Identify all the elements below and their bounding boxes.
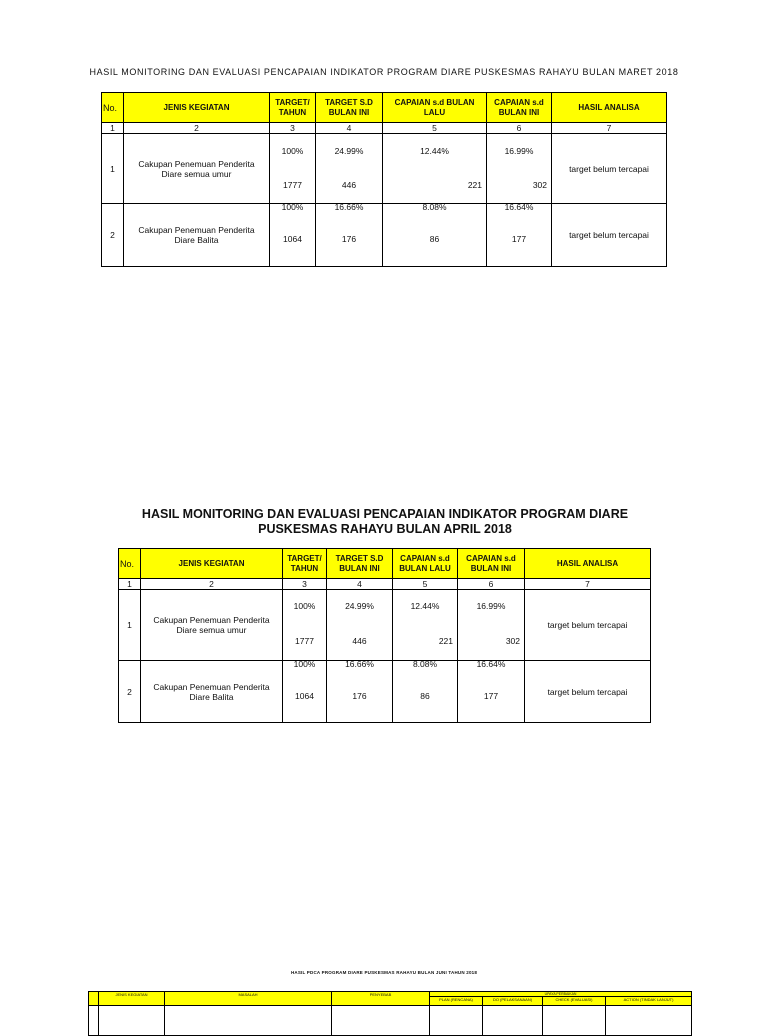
- header-capaian-bulan-lalu: CAPAIAN s.d BULAN LALU: [383, 93, 487, 123]
- col-number: 2: [124, 123, 270, 134]
- capaian-lalu-value: 86: [429, 234, 440, 244]
- header-jenis-kegiatan: JENIS KEGIATAN: [99, 992, 165, 1006]
- capaian-ini-cell: [487, 204, 552, 267]
- target-value: 1777: [283, 180, 302, 190]
- header-target-sd-bulan-ini: TARGET S.D BULAN INI: [327, 549, 393, 579]
- capaian-lalu-value: 86: [420, 691, 430, 701]
- capaian-ini-cell: [458, 590, 525, 661]
- target-sd-cell: [316, 204, 383, 267]
- row-number: 2: [102, 204, 124, 267]
- target-sd-pct: 24.99%: [345, 601, 374, 611]
- march-header-row: [102, 93, 667, 123]
- march-column-number-row: [102, 123, 667, 134]
- april-table: [118, 548, 651, 723]
- april-header-row: [119, 549, 651, 579]
- col-number: 7: [525, 579, 651, 590]
- hasil-analisa: target belum tercapai: [552, 134, 667, 204]
- march-table: [101, 92, 667, 267]
- row-number: 1: [119, 590, 141, 661]
- col-number: 2: [141, 579, 283, 590]
- jenis-kegiatan: Cakupan Penemuan Penderita Diare Balita: [124, 204, 270, 267]
- target-sd-pct: 16.66%: [345, 660, 374, 669]
- target-tahun-cell: [283, 661, 327, 723]
- april-title-line1: HASIL MONITORING DAN EVALUASI PENCAPAIAN INDIKATOR PROGRAM DIARE: [141, 507, 629, 521]
- target-sd-value: 176: [341, 234, 357, 244]
- capaian-ini-value: 302: [532, 180, 547, 190]
- header-capaian-bulan-ini: CAPAIAN s.d BULAN INI: [487, 93, 552, 123]
- col-number: 4: [327, 579, 393, 590]
- target-sd-pct: 24.99%: [334, 146, 364, 156]
- target-sd-cell: [316, 134, 383, 204]
- jenis-kegiatan: Cakupan Penemuan Penderita Diare Balita: [141, 661, 283, 723]
- table-row: [119, 661, 651, 723]
- header-hasil-analisa: HASIL ANALISA: [525, 549, 651, 579]
- table-row: [89, 1006, 692, 1036]
- target-sd-value: 446: [341, 180, 357, 190]
- row-number: 2: [119, 661, 141, 723]
- row-number: 1: [102, 134, 124, 204]
- target-value: 1777: [295, 636, 314, 646]
- capaian-lalu-pct: 8.08%: [422, 203, 447, 212]
- target-sd-value: 446: [352, 636, 367, 646]
- header-check: CHECK (EVALUASI): [543, 997, 606, 1006]
- capaian-ini-cell: [487, 134, 552, 204]
- capaian-lalu-cell: [393, 590, 458, 661]
- target-pct: 100%: [293, 660, 316, 669]
- header-penyebab: PENYEBAB: [332, 992, 430, 1006]
- capaian-lalu-cell: [383, 204, 487, 267]
- col-number: 7: [552, 123, 667, 134]
- capaian-ini-cell: [458, 661, 525, 723]
- col-number: 5: [393, 579, 458, 590]
- capaian-lalu-pct: 12.44%: [420, 146, 449, 156]
- capaian-lalu-value: 221: [467, 180, 482, 190]
- target-value: 1064: [283, 234, 302, 244]
- target-sd-pct: 16.66%: [334, 203, 364, 212]
- capaian-ini-pct: 16.99%: [504, 146, 534, 156]
- col-number: 3: [270, 123, 316, 134]
- header-target-tahun: TARGET/ TAHUN: [283, 549, 327, 579]
- header-hasil-analisa: HASIL ANALISA: [552, 93, 667, 123]
- target-tahun-cell: [270, 134, 316, 204]
- col-number: 1: [119, 579, 141, 590]
- capaian-ini-pct: 16.64%: [476, 660, 506, 669]
- april-title-line2: PUSKESMAS RAHAYU BULAN APRIL 2018: [258, 522, 512, 536]
- col-number: 1: [102, 123, 124, 134]
- header-upaya-perbaikan: UPAYA PERBAIKAN: [430, 992, 692, 997]
- jenis-kegiatan: Cakupan Penemuan Penderita Diare semua umur: [124, 134, 270, 204]
- target-pct: 100%: [293, 601, 316, 611]
- target-pct: 100%: [281, 146, 304, 156]
- header-jenis-kegiatan: JENIS KEGIATAN: [141, 549, 283, 579]
- hasil-analisa: target belum tercapai: [552, 204, 667, 267]
- col-number: 3: [283, 579, 327, 590]
- header-no: [89, 992, 99, 1006]
- col-number: 6: [487, 123, 552, 134]
- hasil-analisa: target belum tercapai: [525, 661, 651, 723]
- target-sd-cell: [327, 590, 393, 661]
- header-capaian-bulan-ini: CAPAIAN s.d BULAN INI: [458, 549, 525, 579]
- target-sd-value: 176: [352, 691, 367, 701]
- capaian-ini-pct: 16.99%: [476, 601, 506, 611]
- header-do: DO (PELAKSANAAN): [483, 997, 543, 1006]
- hasil-analisa: target belum tercapai: [525, 590, 651, 661]
- june-pdca-title: HASIL PDCA PROGRAM DIARE PUSKESMAS RAHAYU BULAN JUNI TAHUN 2018: [290, 970, 478, 975]
- target-sd-cell: [327, 661, 393, 723]
- capaian-ini-value: 302: [505, 636, 520, 646]
- capaian-lalu-pct: 12.44%: [410, 601, 440, 611]
- capaian-lalu-cell: [383, 134, 487, 204]
- header-target-tahun: TARGET/ TAHUN: [270, 93, 316, 123]
- col-number: 6: [458, 579, 525, 590]
- capaian-ini-pct: 16.64%: [504, 203, 534, 212]
- capaian-ini-value: 177: [483, 691, 499, 701]
- march-report-title: HASIL MONITORING DAN EVALUASI PENCAPAIAN INDIKATOR PROGRAM DIARE PUSKESMAS RAHAYU BULAN MARET 2018: [89, 67, 679, 77]
- header-jenis-kegiatan: JENIS KEGIATAN: [124, 93, 270, 123]
- table-row: [102, 204, 667, 267]
- col-number: 4: [316, 123, 383, 134]
- target-value: 1064: [295, 691, 314, 701]
- header-target-sd-bulan-ini: TARGET S.D BULAN INI: [316, 93, 383, 123]
- april-column-number-row: [119, 579, 651, 590]
- header-masalah: MASALAH: [165, 992, 332, 1006]
- capaian-lalu-value: 221: [438, 636, 453, 646]
- header-capaian-bulan-lalu: CAPAIAN s.d BULAN LALU: [393, 549, 458, 579]
- header-no: No.: [102, 93, 124, 123]
- target-pct: 100%: [281, 203, 304, 212]
- june-pdca-table: [88, 991, 692, 1036]
- capaian-lalu-cell: [393, 661, 458, 723]
- target-tahun-cell: [270, 204, 316, 267]
- table-row: [119, 590, 651, 661]
- header-plan: PLAN (RENCANA): [430, 997, 483, 1006]
- table-row: [102, 134, 667, 204]
- capaian-lalu-pct: 8.08%: [412, 660, 438, 669]
- target-tahun-cell: [283, 590, 327, 661]
- col-number: 5: [383, 123, 487, 134]
- header-action: ACTION (TINDAK LANJUT): [606, 997, 692, 1006]
- april-report-title: [120, 507, 650, 537]
- header-no: No.: [119, 549, 141, 579]
- capaian-ini-value: 177: [511, 234, 527, 244]
- jenis-kegiatan: Cakupan Penemuan Penderita Diare semua umur: [141, 590, 283, 661]
